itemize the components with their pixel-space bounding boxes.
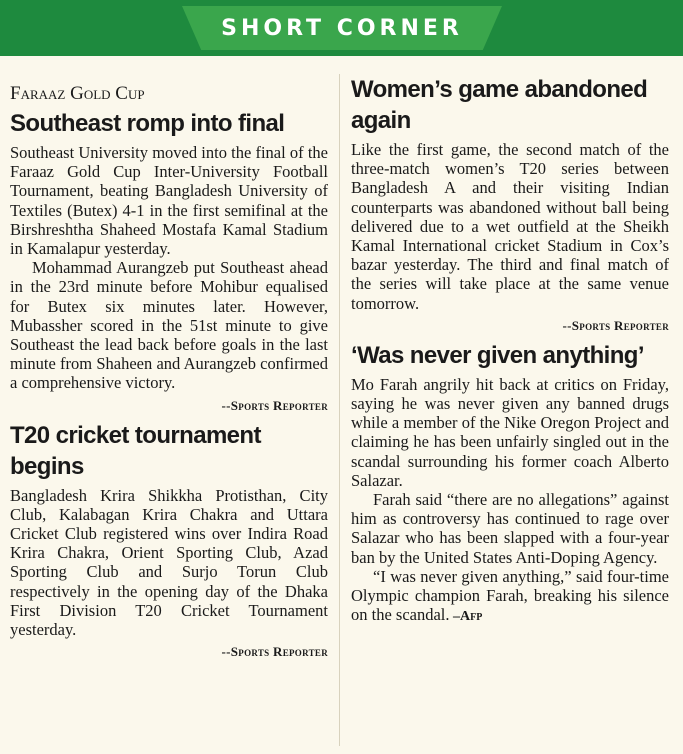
story-body — [10, 486, 328, 640]
section-title: SHORT CORNER — [221, 16, 463, 41]
story-headline: Southeast romp into final — [10, 110, 285, 137]
paragraph — [351, 567, 669, 627]
story-headline: Women’s game abandoned again — [351, 76, 648, 134]
story-headline: ‘Was never given anything’ — [351, 341, 644, 369]
paragraph: Mo Farah angrily hit back at critics on Friday, saying he was never given any banned drugs while a member of the Nike Oregon Project and claiming he has been unfairly singled out in the scandal surrounding his former coach Alberto Salazar. — [351, 374, 669, 490]
right-column — [351, 72, 669, 626]
byline: --Sports Reporter — [221, 397, 328, 413]
paragraph-text: “I was never given anything,” said four-time Olympic champion Farah, breaking his silence on the scandal. — [351, 566, 669, 625]
story-womens-game — [351, 74, 669, 334]
byline: --Sports Reporter — [562, 317, 669, 333]
story-farah — [351, 340, 669, 627]
story-southeast — [10, 82, 328, 414]
byline: –Afp — [449, 609, 483, 625]
column-divider — [339, 74, 340, 746]
story-kicker: Faraaz Gold Cup — [10, 83, 145, 104]
story-body — [351, 375, 669, 627]
byline: --Sports Reporter — [221, 644, 328, 660]
story-t20 — [10, 420, 328, 661]
paragraph: Bangladesh Krira Shikkha Protisthan, City Club, Kalabagan Krira Chakra and Uttara Cricket Club registered wins over Indira Road Krira Chakra, Orient Sporting Club, Azad Sporting Club and Surjo Torun Club respectively in the opening day of the Dhaka First Division T20 Cricket Tournament yesterday. — [10, 485, 328, 640]
paragraph: Farah said “there are no allegations” against him as controversy has continued to rage over Salazar who has been slapped with a four-year ban by the United States Anti-Doping Agency. — [351, 490, 669, 567]
left-column — [10, 72, 328, 666]
paragraph: Southeast University moved into the final of the Faraaz Gold Cup Inter-University Football Tournament, beating Bangladesh University of Textiles (Butex) 4-1 in the first semifinal at the Birshreshtha Shaheed Mostafa Kamal Stadium in Kamalapur yesterday. — [10, 143, 328, 259]
paragraph: Mohammad Aurangzeb put Southeast ahead in the 23rd minute before Mohibur equalised for Butex six minutes later. However, Mubassher scored in the 51st minute to give Southeast the lead back before goals in the last minute from Shaheen and Aurangzeb confirmed a comprehensive victory. — [10, 258, 328, 393]
story-headline: T20 cricket tournament begins — [10, 421, 261, 480]
story-body — [10, 143, 328, 393]
story-body — [351, 140, 669, 313]
paragraph: Like the first game, the second match of the three-match women’s T20 series between Bangladesh A and their visiting Indian counterparts was abandoned without ball being delivered due to a wet outfield at the Sheikh Kamal International cricket Stadium in Cox’s bazar yesterday. The third and final match of the series will take place at the same venue tomorrow. — [351, 140, 669, 313]
